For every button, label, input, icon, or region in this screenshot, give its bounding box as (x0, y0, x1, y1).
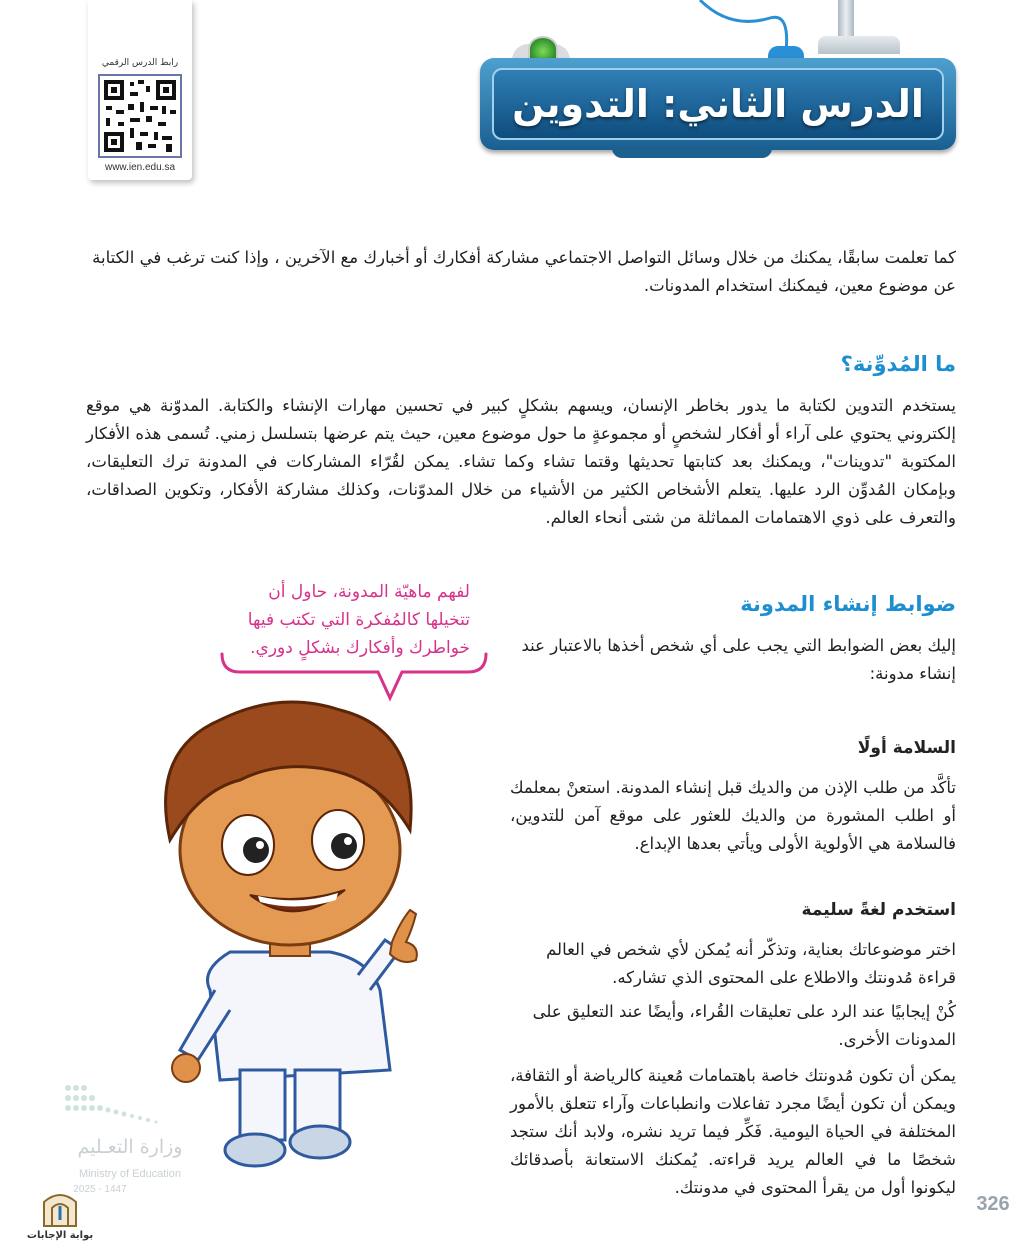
portal-icon (40, 1188, 80, 1228)
portal-label: بوابة الإجابات (26, 1230, 94, 1241)
qr-code-icon[interactable] (98, 74, 182, 158)
safety-paragraph: تأكَّد من طلب الإذن من والديك قبل إنشاء المدونة. استعنْ بمعلمك أو اطلب المشورة من والديك للعثور على موقع آمن للتدوين، فالسلامة هي الأولوية الأولى ويأتي بعدها الإبداع. (510, 778, 956, 853)
speech-bubble-text: لفهم ماهيّة المدونة، حاول أن تتخيلها كالمُفكرة التي تكتب فيها خواطرك وأفكارك بشكلٍ دوري. (247, 582, 470, 658)
ministry-years: 2025 - 1447 (73, 1184, 127, 1195)
robot-base (818, 36, 900, 54)
page-number: 326 (976, 1193, 1010, 1215)
banner-tab (612, 146, 772, 158)
boy-character-icon (130, 690, 440, 1170)
qr-url[interactable]: www.ien.edu.sa (104, 162, 176, 173)
what-is-blog-paragraph: يستخدم التدوين لكتابة ما يدور بخاطر الإنسان، ويسهم بشكلٍ كبير في تحسين مهارات الإنشاء والكتابة. المدوّنة هي موقع إلكتروني يحتوي على آراء أو أفكار لشخصٍ أو مجموعةٍ ما حول موضوع معين، حيث يتم عرضها بتسلسل زمني. تُسمى هذه الأفكار المكتوبة "تدوينات"، ويمكنك بعد كتابتها تحديثها وقتما تشاء وكما تشاء. يمكن لقُرّاء المشاركات في المدونة ترك التعليقات، وبإمكان المُدوِّن الرد عليها. يتعلم الأشخاص الكثير من الأشياء من خلال المدوّنات، وكذلك مشاركة الأفكار، وتكوين الصداقات، والتعرف على ذوي الاهتمامات المماثلة من شتى أنحاء العالم. (86, 396, 956, 527)
subheading-safety: السلامة أولًا (857, 738, 956, 758)
ministry-name-en: Ministry of Education (78, 1168, 182, 1180)
ministry-name-ar: وزارة التعـليم (77, 1136, 183, 1158)
language-paragraph-2: كُنْ إيجابيًا عند الرد على تعليقات القُراء، وأيضًا عند التعليق على المدونات الأخرى. (532, 1002, 956, 1049)
ministry-logo-icon (62, 1080, 172, 1130)
language-paragraph-1: اختر موضوعاتك بعناية، وتذكّر أنه يُمكن لأي شخص في العالم قراءة مُدونتك والاطلاع على المحتوى الذي تشاركه. (546, 940, 956, 987)
qr-card (88, 0, 192, 180)
intro-paragraph: كما تعلمت سابقًا، يمكنك من خلال وسائل التواصل الاجتماعي مشاركة أفكارك أو أخبارك مع الآخرين ، وإذا كنت ترغب في الكتابة عن موضوع معين، فيمكنك استخدام المدونات. (92, 248, 956, 295)
rules-intro: إليك بعض الضوابط التي يجب على أي شخص أخذها بالاعتبار عند إنشاء مدونة: (521, 636, 956, 683)
cable-icon (690, 0, 810, 52)
heading-blog-rules: ضوابط إنشاء المدونة (740, 592, 956, 616)
heading-what-is-blog: ما المُدوِّنة؟ (840, 352, 956, 376)
qr-label: رابط الدرس الرقمي (101, 58, 179, 68)
subheading-language: استخدم لغةً سليمة (801, 900, 956, 920)
lesson-title: الدرس الثاني: التدوين (512, 82, 924, 126)
language-paragraph-3: يمكن أن تكون مُدونتك خاصة باهتمامات مُعينة كالرياضة أو الثقافة، ويمكن أن تكون أيضًا مجرد تفاعلات وانطباعات وآراء تتعلق بالأمور المختلفة في الحياة اليومية. فَكِّر فيما تريد نشره، ولابد أنك ستجد شخصًا ما في العالم يريد قراءته. يُمكنك الاستعانة بأصدقائك ليكونوا أول من يقرأ المحتوى في مدونتك. (509, 1066, 956, 1197)
